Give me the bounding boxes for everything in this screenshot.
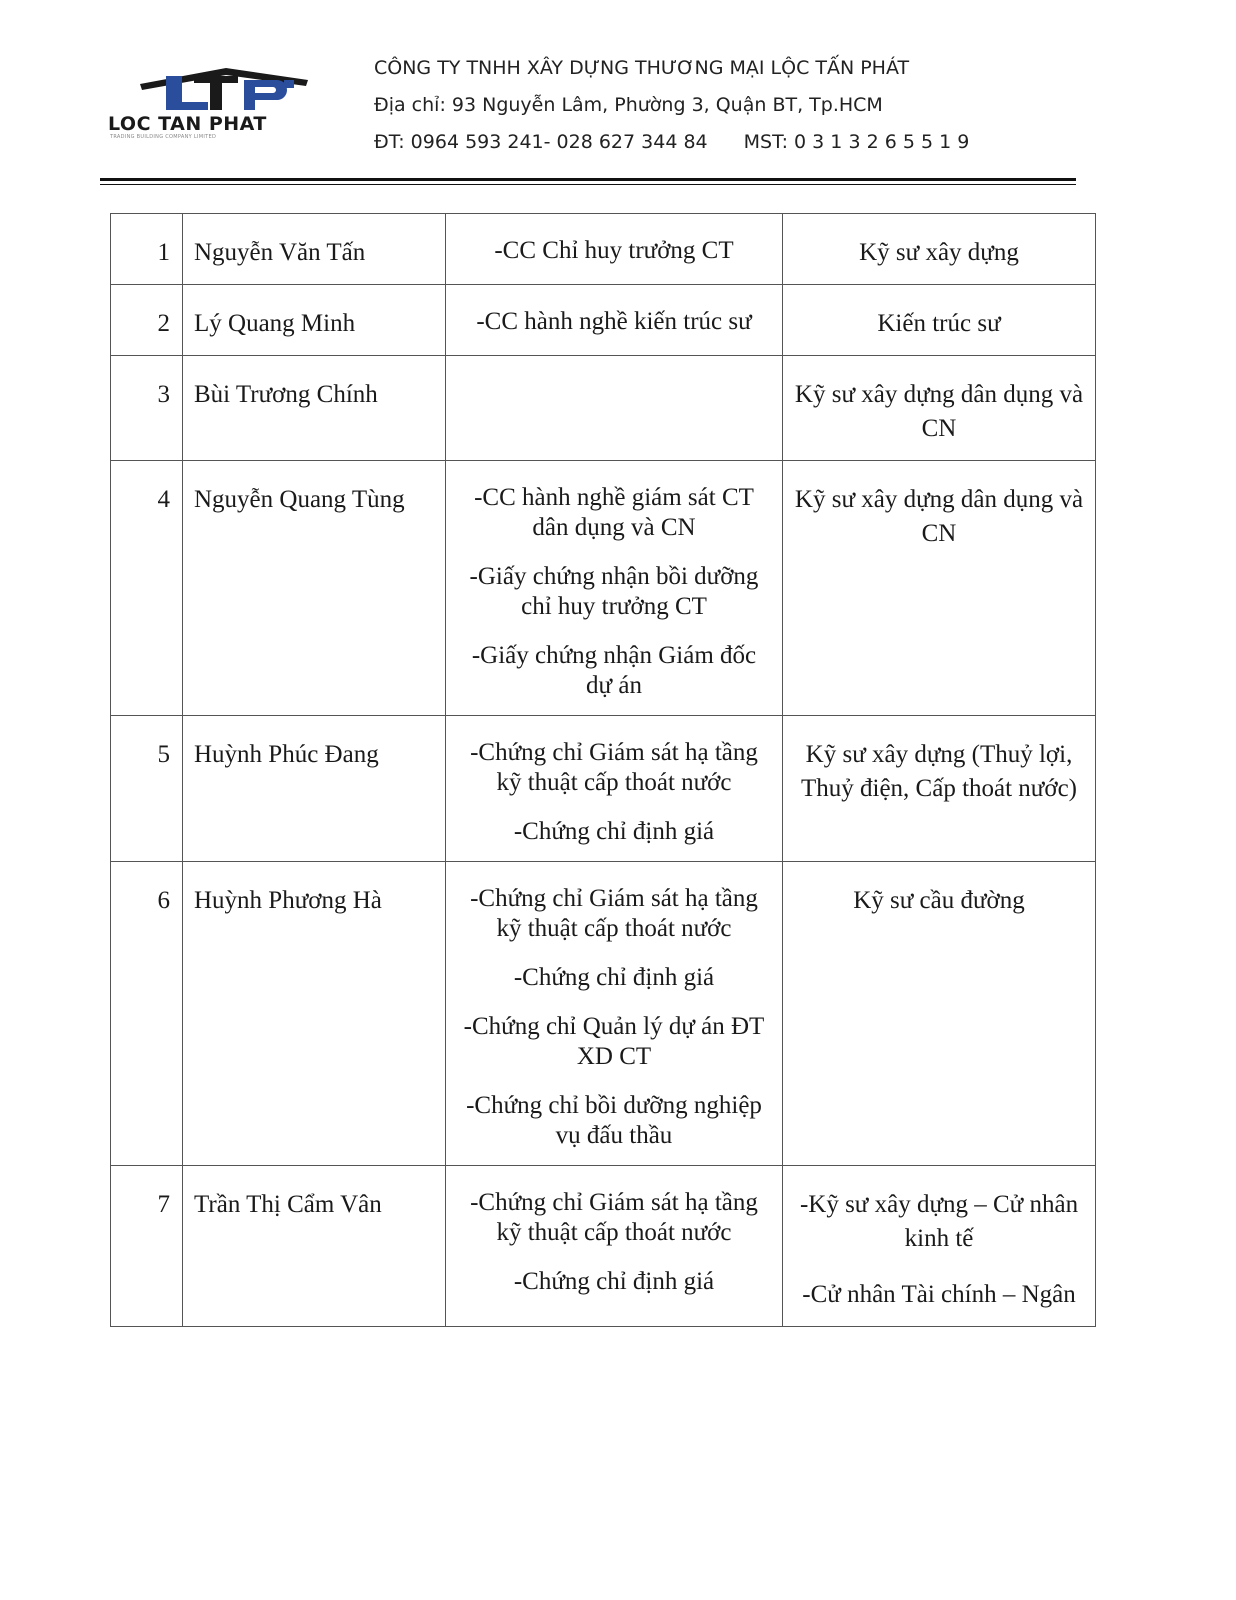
certificates-cell bbox=[446, 716, 783, 862]
certificate-item: -CC hành nghề kiến trúc sư bbox=[476, 308, 752, 335]
company-logo bbox=[108, 66, 340, 144]
row-number: 2 bbox=[111, 285, 183, 356]
table-row bbox=[111, 461, 1096, 716]
certificate-item: -Chứng chỉ Giám sát hạ tầng kỹ thuật cấp thoát nước bbox=[470, 885, 758, 942]
degree-item: Kiến trúc sư bbox=[877, 310, 1001, 337]
table-row bbox=[111, 716, 1096, 862]
staff-table bbox=[110, 213, 1096, 1327]
staff-name: Trần Thị Cẩm Vân bbox=[183, 1166, 446, 1327]
row-number: 6 bbox=[111, 862, 183, 1166]
degree-cell bbox=[783, 862, 1096, 1166]
company-address: Địa chỉ: 93 Nguyễn Lâm, Phường 3, Quận BT, Tp.HCM bbox=[374, 94, 883, 116]
certificates-cell bbox=[446, 285, 783, 356]
table-row bbox=[111, 285, 1096, 356]
degree-item: Kỹ sư cầu đường bbox=[853, 887, 1025, 914]
staff-name: Huỳnh Phúc Đang bbox=[183, 716, 446, 862]
certificate-item: -Chứng chỉ định giá bbox=[513, 818, 715, 845]
certificate-item: -CC Chỉ huy trưởng CT bbox=[494, 237, 734, 264]
certificate-item: -CC hành nghề giám sát CT dân dụng và CN bbox=[474, 484, 754, 541]
certificates-cell bbox=[446, 1166, 783, 1327]
header-divider-thick bbox=[100, 178, 1076, 181]
staff-name: Huỳnh Phương Hà bbox=[183, 862, 446, 1166]
degree-cell bbox=[783, 285, 1096, 356]
logo-name: LOC TAN PHAT bbox=[108, 113, 267, 135]
logo-tagline: TRADING BUILDING COMPANY LIMITED bbox=[110, 134, 217, 140]
degree-item: -Kỹ sư xây dựng – Cử nhân kinh tế bbox=[799, 1191, 1079, 1252]
row-number: 7 bbox=[111, 1166, 183, 1327]
company-info bbox=[374, 50, 969, 161]
row-number: 3 bbox=[111, 356, 183, 461]
certificates-cell bbox=[446, 461, 783, 716]
staff-name: Bùi Trương Chính bbox=[183, 356, 446, 461]
degree-item: -Cử nhân Tài chính – Ngân bbox=[802, 1281, 1076, 1308]
degree-item: Kỹ sư xây dựng bbox=[859, 239, 1019, 266]
degree-item: Kỹ sư xây dựng dân dụng và CN bbox=[794, 486, 1084, 547]
logo-mark-icon bbox=[136, 66, 336, 116]
letterhead bbox=[0, 0, 1236, 200]
row-number: 5 bbox=[111, 716, 183, 862]
degree-item: Kỹ sư xây dựng dân dụng và CN bbox=[794, 381, 1084, 442]
degree-cell bbox=[783, 1166, 1096, 1327]
row-number: 4 bbox=[111, 461, 183, 716]
company-contact bbox=[374, 124, 969, 161]
degree-cell bbox=[783, 461, 1096, 716]
table-row bbox=[111, 356, 1096, 461]
company-name: CÔNG TY TNHH XÂY DỰNG THƯƠNG MẠI LỘC TẤN PHÁT bbox=[374, 57, 910, 79]
degree-cell bbox=[783, 356, 1096, 461]
company-tax-code: MST: 0 3 1 3 2 6 5 5 1 9 bbox=[743, 131, 970, 153]
certificates-cell bbox=[446, 862, 783, 1166]
table-row bbox=[111, 214, 1096, 285]
certificate-item: -Chứng chỉ Giám sát hạ tầng kỹ thuật cấp thoát nước bbox=[470, 1189, 758, 1246]
row-number: 1 bbox=[111, 214, 183, 285]
certificate-item: -Chứng chỉ bồi dưỡng nghiệp vụ đấu thầu bbox=[466, 1092, 762, 1149]
certificate-item: -Chứng chỉ Quản lý dự án ĐT XD CT bbox=[463, 1013, 765, 1070]
company-phone: ĐT: 0964 593 241- 028 627 344 84 bbox=[374, 131, 708, 153]
degree-item: Kỹ sư xây dựng (Thuỷ lợi, Thuỷ điện, Cấp thoát nước) bbox=[800, 741, 1077, 802]
staff-name: Lý Quang Minh bbox=[183, 285, 446, 356]
degree-cell bbox=[783, 716, 1096, 862]
certificates-cell bbox=[446, 214, 783, 285]
certificates-cell bbox=[446, 356, 783, 461]
certificate-item: -Giấy chứng nhận Giám đốc dự án bbox=[471, 642, 757, 699]
header-divider-thin bbox=[100, 184, 1076, 185]
degree-cell bbox=[783, 214, 1096, 285]
table-row bbox=[111, 862, 1096, 1166]
certificate-item: -Chứng chỉ định giá bbox=[513, 964, 715, 991]
table-row bbox=[111, 1166, 1096, 1327]
certificate-item: -Chứng chỉ Giám sát hạ tầng kỹ thuật cấp thoát nước bbox=[470, 739, 758, 796]
certificate-item: -Giấy chứng nhận bồi dưỡng chỉ huy trưởng CT bbox=[469, 563, 759, 620]
certificate-item: -Chứng chỉ định giá bbox=[513, 1268, 715, 1295]
staff-name: Nguyễn Quang Tùng bbox=[183, 461, 446, 716]
staff-name: Nguyễn Văn Tấn bbox=[183, 214, 446, 285]
